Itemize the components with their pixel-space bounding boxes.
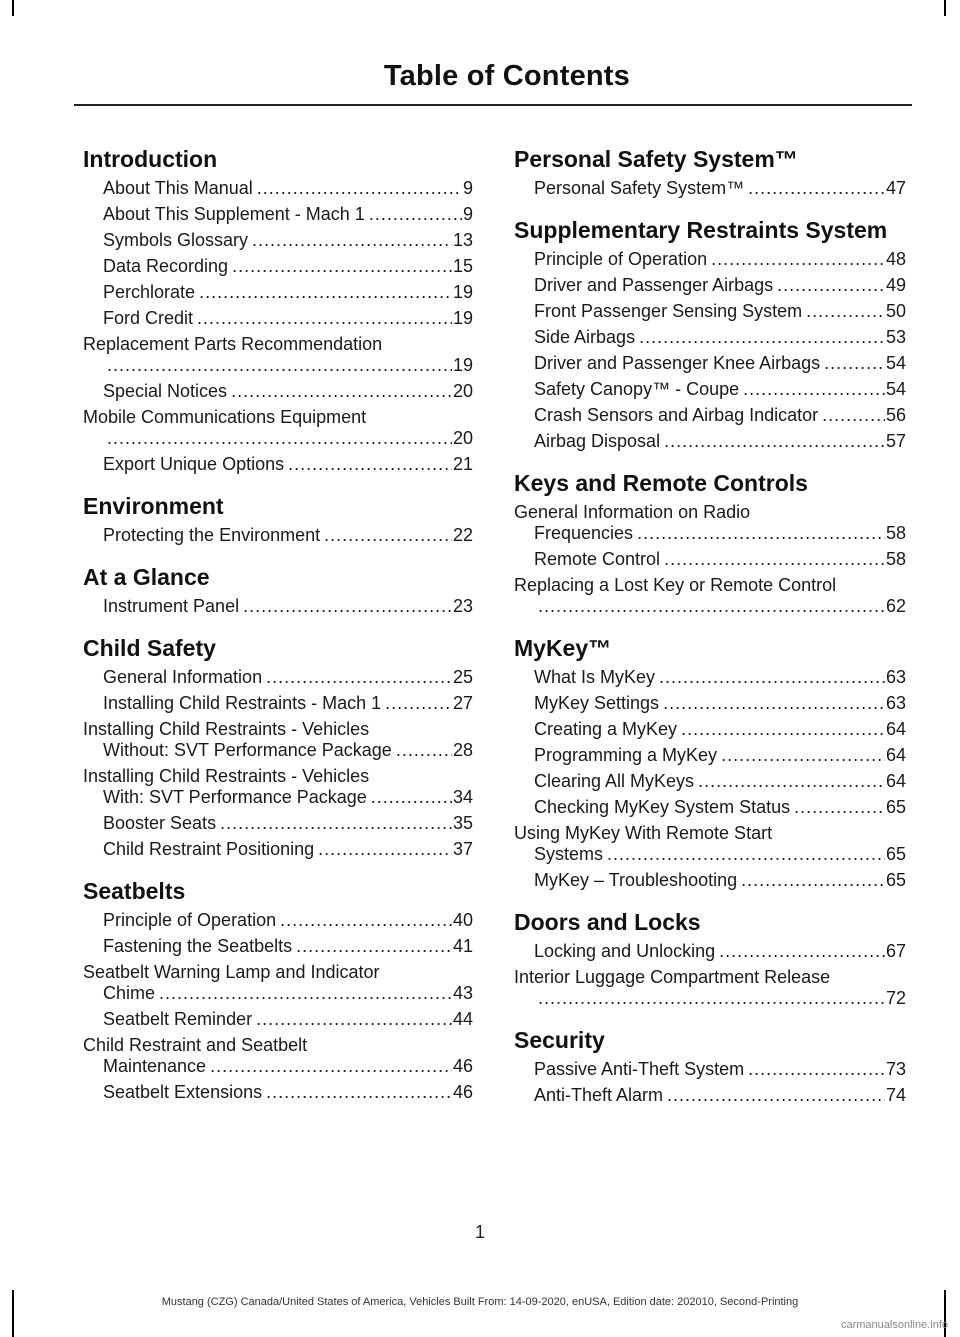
toc-entry[interactable] (83, 407, 473, 449)
toc-section (83, 635, 473, 860)
toc-entry[interactable] (83, 204, 473, 225)
entry-title: Installing Child Restraints - Vehicles (83, 766, 370, 786)
entry-line (534, 523, 906, 544)
entry-title: Programming a MyKey (534, 745, 718, 765)
dot-leader (538, 596, 885, 617)
entry-line (103, 983, 473, 1004)
dot-leader (741, 870, 885, 891)
page-reference: 34 (452, 787, 473, 807)
toc-entry[interactable] (514, 967, 906, 1009)
toc-entry[interactable] (514, 1085, 906, 1106)
toc-section (514, 470, 906, 617)
page-reference: 20 (452, 381, 473, 401)
edition-footer: Mustang (CZG) Canada/United States of America, Vehicles Built From: 14-09-2020, enUSA, Edition date: 202010, Second-Printing (161, 1296, 799, 1308)
crop-mark-top-left (12, 0, 14, 16)
dot-leader (698, 771, 885, 792)
crop-mark-top-right (944, 0, 946, 16)
entry-title: Special Notices (103, 381, 228, 401)
dot-leader (719, 941, 885, 962)
entry-line (103, 667, 473, 688)
toc-section (83, 878, 473, 1103)
toc-entry[interactable] (83, 962, 473, 1004)
entry-line (103, 839, 473, 860)
entry-line (534, 301, 906, 322)
entry-line (534, 1085, 906, 1106)
dot-leader (664, 549, 885, 570)
page-reference: 9 (462, 178, 473, 198)
entry-line (103, 1009, 473, 1030)
entry-line (103, 230, 473, 251)
toc-right-column (514, 146, 906, 1124)
dot-leader (197, 308, 452, 329)
page-reference: 35 (452, 813, 473, 833)
entry-line (534, 870, 906, 891)
toc-entry[interactable] (83, 308, 473, 329)
page-reference: 19 (452, 308, 473, 328)
entry-line (103, 428, 473, 449)
entry-line (103, 787, 473, 808)
page-reference: 19 (452, 282, 473, 302)
entry-title: Booster Seats (103, 813, 217, 833)
dot-leader (243, 596, 452, 617)
dot-leader (748, 1059, 885, 1080)
toc-entry[interactable] (83, 813, 473, 834)
entry-line (103, 1082, 473, 1103)
section-title: Doors and Locks (514, 909, 701, 935)
entry-line (534, 249, 906, 270)
dot-leader (711, 249, 885, 270)
dot-leader (369, 204, 462, 225)
section-title: MyKey™ (514, 635, 612, 661)
page-reference: 13 (452, 230, 473, 250)
entry-line (103, 1056, 473, 1077)
entry-line (534, 693, 906, 714)
entry-title-continued: With: SVT Performance Package (103, 787, 367, 807)
entry-title-continued: Without: SVT Performance Package (103, 740, 392, 760)
dot-leader (220, 813, 452, 834)
entry-line (103, 178, 473, 199)
entry-title: Driver and Passenger Knee Airbags (534, 353, 821, 373)
page-reference: 25 (452, 667, 473, 687)
entry-line (534, 988, 906, 1009)
dot-leader (664, 431, 885, 452)
page-reference: 56 (885, 405, 906, 425)
page-reference: 9 (462, 204, 473, 224)
entry-line (103, 813, 473, 834)
entry-title: Anti-Theft Alarm (534, 1085, 664, 1105)
dot-leader (371, 787, 452, 808)
page-reference: 46 (452, 1082, 473, 1102)
entry-title: Crash Sensors and Airbag Indicator (534, 405, 819, 425)
entry-line (103, 308, 473, 329)
toc-entry[interactable] (514, 575, 906, 617)
dot-leader (252, 230, 452, 251)
entry-line (103, 693, 473, 714)
entry-title: What Is MyKey (534, 667, 656, 687)
toc-entry[interactable] (514, 870, 906, 891)
page-reference: 22 (452, 525, 473, 545)
entry-line (534, 844, 906, 865)
toc-entry[interactable] (83, 454, 473, 475)
page-reference: 57 (885, 431, 906, 451)
dot-leader (324, 525, 452, 546)
toc-entry[interactable] (83, 178, 473, 199)
toc-entry[interactable] (83, 766, 473, 808)
entry-title: Replacement Parts Recommendation (83, 334, 383, 354)
toc-section (83, 493, 473, 546)
dot-leader (748, 178, 885, 199)
dot-leader (385, 693, 452, 714)
entry-title: MyKey – Troubleshooting (534, 870, 738, 890)
toc-entry[interactable] (83, 596, 473, 617)
toc-entry[interactable] (514, 502, 906, 544)
toc-entry[interactable] (83, 256, 473, 277)
entry-title: Interior Luggage Compartment Release (514, 967, 831, 987)
entry-title: Export Unique Options (103, 454, 285, 474)
section-title: Environment (83, 493, 224, 519)
toc-entry[interactable] (514, 693, 906, 714)
toc-entry[interactable] (83, 1009, 473, 1030)
entry-title: Instrument Panel (103, 596, 240, 616)
dot-leader (266, 667, 452, 688)
page-reference: 28 (452, 740, 473, 760)
toc-section (514, 909, 906, 1009)
dot-leader (107, 428, 452, 449)
page-reference: 44 (452, 1009, 473, 1029)
entry-title-continued: Chime (103, 983, 156, 1003)
toc-entry[interactable] (514, 431, 906, 452)
entry-title: Mobile Communications Equipment (83, 407, 367, 427)
dot-leader (538, 988, 885, 1009)
dot-leader (794, 797, 885, 818)
toc-entry[interactable] (83, 525, 473, 546)
entry-line (534, 719, 906, 740)
section-title: Keys and Remote Controls (514, 470, 808, 496)
toc-entry[interactable] (83, 667, 473, 688)
entry-line (534, 667, 906, 688)
entry-line (103, 740, 473, 761)
entry-title: Seatbelt Warning Lamp and Indicator (83, 962, 380, 982)
dot-leader (199, 282, 452, 303)
entry-line (534, 549, 906, 570)
toc-left-column (83, 146, 473, 1121)
page-reference: 58 (885, 549, 906, 569)
page-reference: 65 (885, 844, 906, 864)
toc-entry[interactable] (514, 797, 906, 818)
toc-section (514, 1027, 906, 1106)
entry-title: Airbag Disposal (534, 431, 661, 451)
entry-line (534, 275, 906, 296)
toc-entry[interactable] (514, 1059, 906, 1080)
page-reference: 37 (452, 839, 473, 859)
page-reference: 64 (885, 719, 906, 739)
page-reference: 41 (452, 936, 473, 956)
entry-title: Safety Canopy™ - Coupe (534, 379, 740, 399)
toc-entry[interactable] (83, 282, 473, 303)
page-reference: 72 (885, 988, 906, 1008)
entry-title-continued: Maintenance (103, 1056, 207, 1076)
dot-leader (777, 275, 885, 296)
entry-title: Creating a MyKey (534, 719, 678, 739)
page-reference: 64 (885, 745, 906, 765)
dot-leader (231, 381, 452, 402)
entry-title: Principle of Operation (534, 249, 708, 269)
entry-line (103, 204, 473, 225)
entry-line (103, 355, 473, 376)
entry-title: Ford Credit (103, 308, 194, 328)
toc-entry[interactable] (83, 334, 473, 376)
entry-line (534, 327, 906, 348)
dot-leader (107, 355, 452, 376)
toc-entry[interactable] (514, 178, 906, 199)
toc-entry[interactable] (514, 405, 906, 426)
toc-entry[interactable] (83, 719, 473, 761)
entry-title: General Information on Radio (514, 502, 751, 522)
page-reference: 65 (885, 797, 906, 817)
page-reference: 47 (885, 178, 906, 198)
toc-entry[interactable] (514, 379, 906, 400)
toc-entry[interactable] (514, 301, 906, 322)
entry-line (103, 910, 473, 931)
toc-entry[interactable] (514, 719, 906, 740)
dot-leader (256, 1009, 452, 1030)
dot-leader (396, 740, 452, 761)
page-reference: 21 (452, 454, 473, 474)
dot-leader (266, 1082, 452, 1103)
dot-leader (296, 936, 452, 957)
dot-leader (257, 178, 462, 199)
entry-title: Front Passenger Sensing System (534, 301, 803, 321)
entry-title: Using MyKey With Remote Start (514, 823, 773, 843)
entry-title: Clearing All MyKeys (534, 771, 695, 791)
dot-leader (822, 405, 885, 426)
page-reference: 67 (885, 941, 906, 961)
page-reference: 63 (885, 667, 906, 687)
entry-title: Child Restraint Positioning (103, 839, 315, 859)
toc-entry[interactable] (83, 1035, 473, 1077)
page-reference: 58 (885, 523, 906, 543)
toc-section (514, 217, 906, 452)
page-reference: 46 (452, 1056, 473, 1076)
entry-title: Perchlorate (103, 282, 196, 302)
entry-line (103, 282, 473, 303)
page-reference: 62 (885, 596, 906, 616)
toc-entry[interactable] (514, 327, 906, 348)
page-reference: 74 (885, 1085, 906, 1105)
section-title: Seatbelts (83, 878, 186, 904)
page-reference: 65 (885, 870, 906, 890)
header-rule (74, 104, 912, 106)
entry-line (534, 353, 906, 374)
page-reference: 53 (885, 327, 906, 347)
dot-leader (667, 1085, 885, 1106)
page-reference: 27 (452, 693, 473, 713)
entry-title: About This Supplement - Mach 1 (103, 204, 365, 224)
toc-entry[interactable] (514, 667, 906, 688)
dot-leader (637, 523, 885, 544)
entry-line (534, 178, 906, 199)
page-reference: 40 (452, 910, 473, 930)
entry-title: Installing Child Restraints - Vehicles (83, 719, 370, 739)
entry-line (534, 405, 906, 426)
toc-entry[interactable] (83, 1082, 473, 1103)
entry-title: Fastening the Seatbelts (103, 936, 293, 956)
entry-title-continued: Systems (534, 844, 604, 864)
section-title: At a Glance (83, 564, 210, 590)
entry-line (534, 771, 906, 792)
entry-title: Installing Child Restraints - Mach 1 (103, 693, 382, 713)
page-number: 1 (474, 1222, 485, 1242)
page-reference: 64 (885, 771, 906, 791)
page-reference: 43 (452, 983, 473, 1003)
toc-entry[interactable] (514, 941, 906, 962)
toc-entry[interactable] (514, 353, 906, 374)
entry-title: Checking MyKey System Status (534, 797, 791, 817)
entry-title: Replacing a Lost Key or Remote Control (514, 575, 837, 595)
toc-entry[interactable] (514, 549, 906, 570)
toc-entry[interactable] (83, 936, 473, 957)
section-title: Security (514, 1027, 605, 1053)
watermark: carmanualsonline.info (840, 1319, 948, 1331)
entry-title: Personal Safety System™ (534, 178, 745, 198)
entry-line (103, 454, 473, 475)
entry-line (103, 256, 473, 277)
dot-leader (681, 719, 885, 740)
toc-entry[interactable] (83, 693, 473, 714)
section-title: Supplementary Restraints System (514, 217, 888, 243)
entry-line (534, 941, 906, 962)
section-title: Introduction (83, 146, 218, 172)
toc-section (83, 146, 473, 475)
entry-title: MyKey Settings (534, 693, 660, 713)
page-reference: 15 (452, 256, 473, 276)
toc-entry[interactable] (514, 275, 906, 296)
toc-section (514, 635, 906, 891)
page-title: Table of Contents (383, 60, 630, 92)
page-reference: 54 (885, 379, 906, 399)
toc-entry[interactable] (83, 381, 473, 402)
entry-title: Driver and Passenger Airbags (534, 275, 774, 295)
toc-entry[interactable] (514, 249, 906, 270)
entry-line (534, 379, 906, 400)
entry-title: Data Recording (103, 256, 229, 276)
dot-leader (659, 667, 885, 688)
entry-line (534, 431, 906, 452)
page-reference: 49 (885, 275, 906, 295)
page-reference: 19 (452, 355, 473, 375)
toc-section (83, 564, 473, 617)
entry-title: Seatbelt Extensions (103, 1082, 263, 1102)
dot-leader (210, 1056, 452, 1077)
page-reference: 23 (452, 596, 473, 616)
page-reference: 54 (885, 353, 906, 373)
entry-title-continued: Frequencies (534, 523, 634, 543)
page-reference: 63 (885, 693, 906, 713)
page-reference: 73 (885, 1059, 906, 1079)
toc-entry[interactable] (514, 823, 906, 865)
entry-line (534, 745, 906, 766)
entry-line (103, 936, 473, 957)
entry-line (534, 596, 906, 617)
dot-leader (824, 353, 885, 374)
dot-leader (743, 379, 885, 400)
dot-leader (639, 327, 885, 348)
dot-leader (318, 839, 452, 860)
dot-leader (663, 693, 885, 714)
toc-entry[interactable] (514, 745, 906, 766)
section-title: Personal Safety System™ (514, 146, 798, 172)
entry-title: About This Manual (103, 178, 253, 198)
entry-line (103, 525, 473, 546)
entry-title: Protecting the Environment (103, 525, 321, 545)
toc-entry[interactable] (83, 910, 473, 931)
section-title: Child Safety (83, 635, 216, 661)
entry-line (103, 596, 473, 617)
page-reference: 20 (452, 428, 473, 448)
entry-title: Locking and Unlocking (534, 941, 716, 961)
entry-line (534, 797, 906, 818)
entry-title: Seatbelt Reminder (103, 1009, 253, 1029)
dot-leader (607, 844, 885, 865)
entry-line (103, 381, 473, 402)
toc-entry[interactable] (83, 839, 473, 860)
toc-entry[interactable] (83, 230, 473, 251)
entry-title: Side Airbags (534, 327, 636, 347)
entry-line (534, 1059, 906, 1080)
dot-leader (232, 256, 452, 277)
page-reference: 48 (885, 249, 906, 269)
entry-title: Remote Control (534, 549, 661, 569)
toc-entry[interactable] (514, 771, 906, 792)
dot-leader (159, 983, 452, 1004)
dot-leader (288, 454, 452, 475)
page-reference: 50 (885, 301, 906, 321)
entry-title: General Information (103, 667, 263, 687)
entry-title: Principle of Operation (103, 910, 277, 930)
dot-leader (721, 745, 885, 766)
dot-leader (280, 910, 452, 931)
toc-section (514, 146, 906, 199)
entry-title: Passive Anti-Theft System (534, 1059, 745, 1079)
entry-title: Symbols Glossary (103, 230, 249, 250)
dot-leader (806, 301, 885, 322)
entry-title: Child Restraint and Seatbelt (83, 1035, 308, 1055)
